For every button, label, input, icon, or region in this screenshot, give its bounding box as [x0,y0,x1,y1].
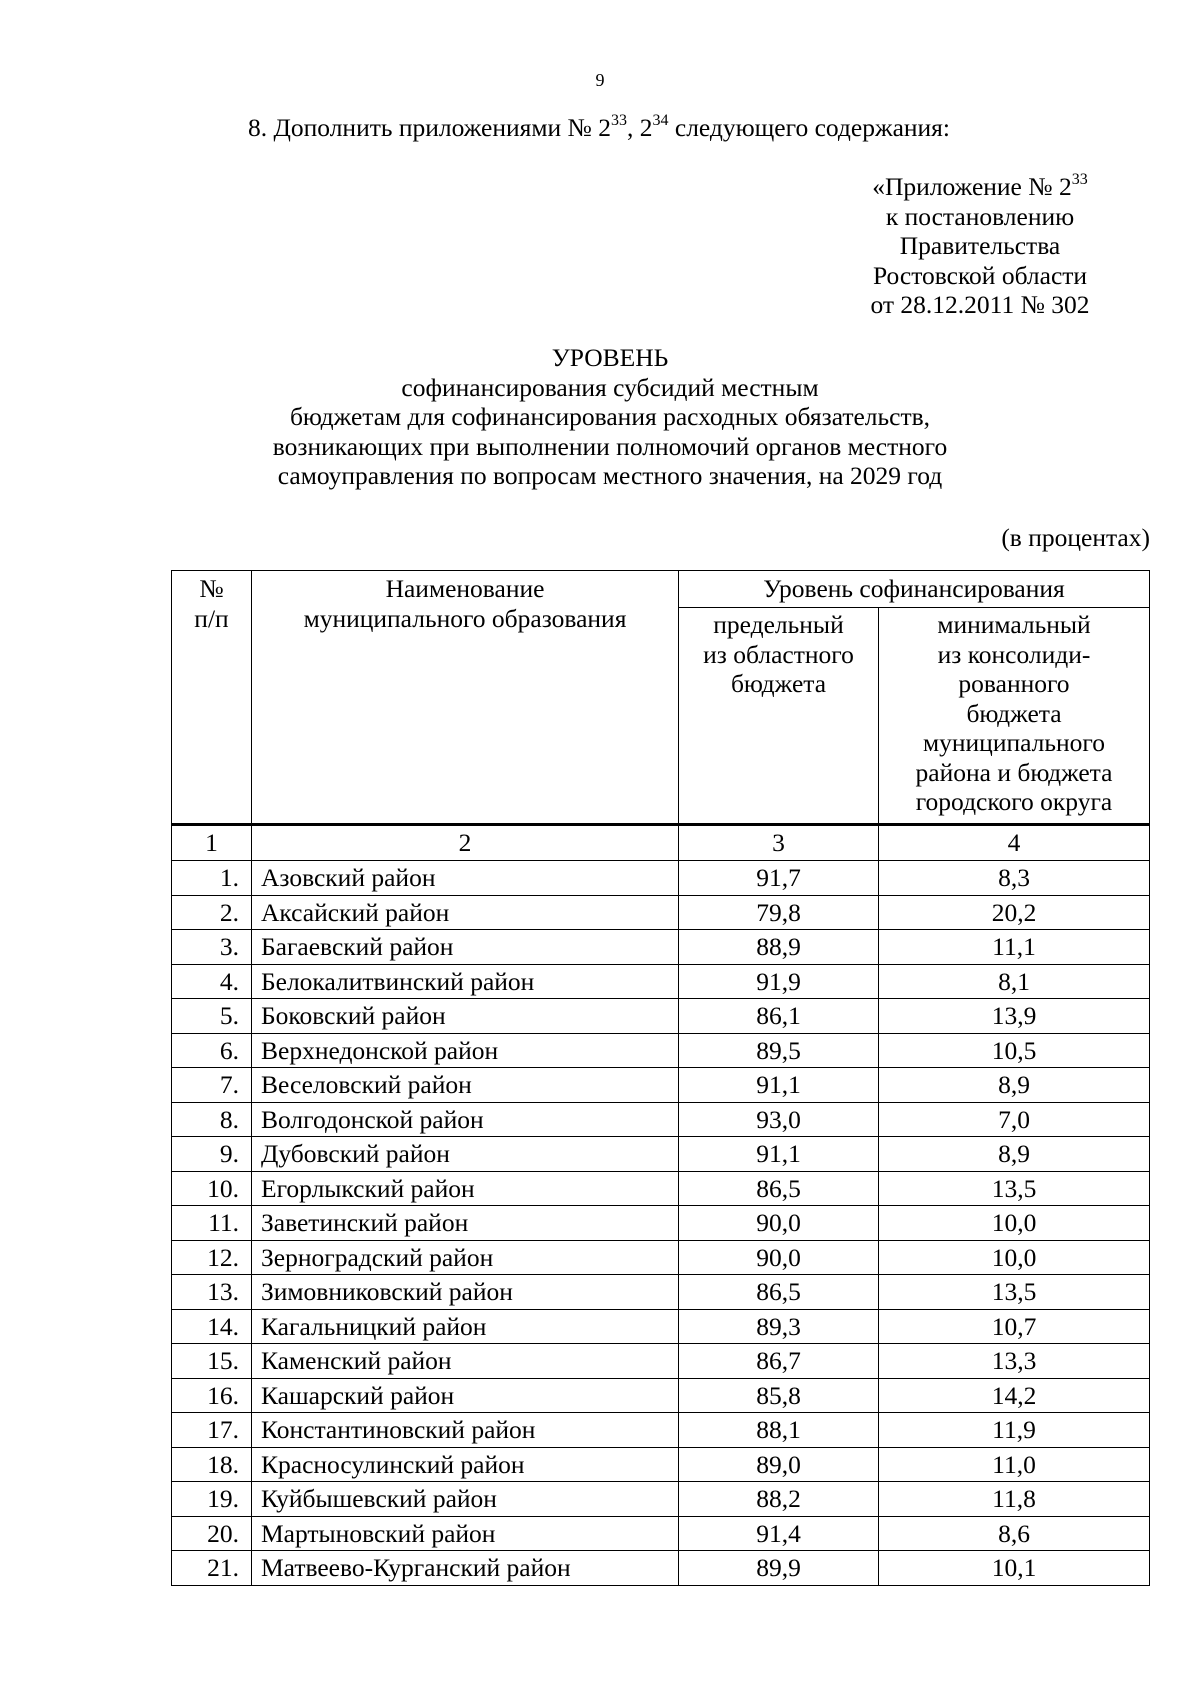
units-label: (в процентах) [1001,523,1150,552]
row-number: 14. [172,1309,252,1344]
header-min-line-7: городского округа [915,787,1113,816]
page-number: 9 [595,70,605,90]
header-max-line-1: предельный [713,610,844,639]
annex-line-4: Ростовской области [872,260,1088,290]
municipality-name: Волгодонской район [252,1102,679,1137]
table-row [172,1171,1150,1206]
annex-line-1 [850,172,1110,202]
min-consolidated-value: 11,0 [879,1447,1150,1482]
amendment-sup-1: 33 [611,111,627,129]
municipality-name: Дубовский район [252,1137,679,1172]
max-regional-value: 86,5 [679,1275,879,1310]
min-consolidated-value: 13,5 [879,1171,1150,1206]
header-cofinancing-level: Уровень софинансирования [679,571,1150,608]
row-number: 1. [172,861,252,896]
table-row [172,1068,1150,1103]
column-number: 4 [879,825,1150,861]
table-row [172,1378,1150,1413]
max-regional-value: 91,1 [679,1137,879,1172]
municipality-name: Матвеево-Курганский район [252,1551,679,1586]
min-consolidated-value: 11,9 [879,1413,1150,1448]
min-consolidated-value: 10,1 [879,1551,1150,1586]
row-number: 19. [172,1482,252,1517]
table-row [172,861,1150,896]
municipality-name: Багаевский район [252,930,679,965]
header-name-line-2: муниципального образования [303,603,627,633]
annex-line-2: к постановлению [885,201,1075,231]
municipality-name: Зимовниковский район [252,1275,679,1310]
annex-line-3: Правительства [899,231,1061,260]
header-min-line-3: рованного [958,669,1070,698]
table-row [172,1033,1150,1068]
max-regional-value: 91,4 [679,1516,879,1551]
header-max-line-2: из областного [703,639,854,669]
column-number: 1 [172,825,252,861]
table-row [172,895,1150,930]
min-consolidated-value: 8,9 [879,1068,1150,1103]
municipality-name: Аксайский район [252,895,679,930]
row-number: 15. [172,1344,252,1379]
row-number: 5. [172,999,252,1034]
annex-sup: 33 [1071,170,1088,188]
table-row [172,1137,1150,1172]
header-min-line-1: минимальный [937,610,1091,639]
row-number: 12. [172,1240,252,1275]
row-number: 3. [172,930,252,965]
max-regional-value: 89,0 [679,1447,879,1482]
municipality-name: Егорлыкский район [252,1171,679,1206]
min-consolidated-value: 10,5 [879,1033,1150,1068]
amendment-prefix: 8. Дополнить приложениями № 2 [248,113,611,142]
table-row [172,930,1150,965]
row-number: 8. [172,1102,252,1137]
max-regional-value: 88,1 [679,1413,879,1448]
table-row [172,1516,1150,1551]
municipality-name: Кагальницкий район [252,1309,679,1344]
header-name [252,571,679,825]
annex-title: «Приложение № 2 [872,172,1072,201]
header-max-regional [679,608,879,825]
document-title [220,343,1000,491]
municipality-name: Константиновский район [252,1413,679,1448]
row-number: 20. [172,1516,252,1551]
table-row [172,1447,1150,1482]
column-number: 3 [679,825,879,861]
min-consolidated-value: 13,9 [879,999,1150,1034]
municipality-name: Веселовский район [252,1068,679,1103]
row-number: 16. [172,1378,252,1413]
min-consolidated-value: 11,1 [879,930,1150,965]
table-row [172,1482,1150,1517]
min-consolidated-value: 10,0 [879,1206,1150,1241]
header-min-line-6: района и бюджета [915,757,1113,787]
table-header-row [172,571,1150,608]
title-line-3: возникающих при выполнении полномочий органов местного [272,431,948,461]
table-row [172,1275,1150,1310]
table-row [172,1344,1150,1379]
annex-line-5: от 28.12.2011 № 302 [870,290,1090,319]
municipality-name: Зерноградский район [252,1240,679,1275]
annex-header [850,172,1110,320]
row-number: 21. [172,1551,252,1586]
min-consolidated-value: 10,7 [879,1309,1150,1344]
municipality-name: Белокалитвинский район [252,964,679,999]
min-consolidated-value: 8,3 [879,861,1150,896]
column-number: 2 [252,825,679,861]
max-regional-value: 79,8 [679,895,879,930]
min-consolidated-value: 13,3 [879,1344,1150,1379]
table-row [172,1413,1150,1448]
table-row [172,964,1150,999]
header-number [172,571,252,825]
header-min-line-5: муниципального [923,728,1105,757]
municipality-name: Куйбышевский район [252,1482,679,1517]
header-number-line-2: п/п [194,603,229,633]
max-regional-value: 89,5 [679,1033,879,1068]
cofinancing-table [171,570,1150,1586]
header-number-line-1: № [199,574,224,603]
row-number: 6. [172,1033,252,1068]
max-regional-value: 91,1 [679,1068,879,1103]
header-max-line-3: бюджета [730,669,827,698]
max-regional-value: 91,9 [679,964,879,999]
amendment-sup-2: 34 [652,111,669,129]
max-regional-value: 88,2 [679,1482,879,1517]
amendment-middle: , 2 [627,113,653,142]
municipality-name: Азовский район [252,861,679,896]
min-consolidated-value: 13,5 [879,1275,1150,1310]
min-consolidated-value: 20,2 [879,895,1150,930]
max-regional-value: 88,9 [679,930,879,965]
max-regional-value: 89,9 [679,1551,879,1586]
max-regional-value: 90,0 [679,1240,879,1275]
max-regional-value: 89,3 [679,1309,879,1344]
table-row [172,1551,1150,1586]
municipality-name: Каменский район [252,1344,679,1379]
max-regional-value: 86,5 [679,1171,879,1206]
table-row [172,1309,1150,1344]
row-number: 7. [172,1068,252,1103]
max-regional-value: 86,1 [679,999,879,1034]
min-consolidated-value: 8,1 [879,964,1150,999]
max-regional-value: 93,0 [679,1102,879,1137]
max-regional-value: 90,0 [679,1206,879,1241]
table-row [172,1240,1150,1275]
municipality-name: Кашарский район [252,1378,679,1413]
title-line-1: софинансирования субсидий местным [401,372,819,402]
min-consolidated-value: 8,9 [879,1137,1150,1172]
title-line-4: самоуправления по вопросам местного значения, на 2029 год [277,461,943,490]
min-consolidated-value: 7,0 [879,1102,1150,1137]
title-heading: УРОВЕНЬ [551,343,669,372]
min-consolidated-value: 11,8 [879,1482,1150,1517]
column-number-row [172,825,1150,861]
municipality-name: Мартыновский район [252,1516,679,1551]
table-row [172,1102,1150,1137]
min-consolidated-value: 10,0 [879,1240,1150,1275]
row-number: 11. [172,1206,252,1241]
max-regional-value: 85,8 [679,1378,879,1413]
amendment-suffix: следующего содержания: [668,113,950,142]
row-number: 13. [172,1275,252,1310]
row-number: 2. [172,895,252,930]
max-regional-value: 91,7 [679,861,879,896]
min-consolidated-value: 14,2 [879,1378,1150,1413]
header-min-line-4: бюджета [966,698,1062,728]
amendment-text [248,113,950,143]
row-number: 4. [172,964,252,999]
row-number: 10. [172,1171,252,1206]
municipality-name: Боковский район [252,999,679,1034]
table-row [172,999,1150,1034]
municipality-name: Заветинский район [252,1206,679,1241]
max-regional-value: 86,7 [679,1344,879,1379]
title-line-2: бюджетам для софинансирования расходных обязательств, [289,402,931,431]
table-row [172,1206,1150,1241]
row-number: 9. [172,1137,252,1172]
min-consolidated-value: 8,6 [879,1516,1150,1551]
municipality-name: Красносулинский район [252,1447,679,1482]
header-min-line-2: из консолиди- [937,639,1091,669]
row-number: 18. [172,1447,252,1482]
row-number: 17. [172,1413,252,1448]
municipality-name: Верхнедонской район [252,1033,679,1068]
header-min-consolidated [879,608,1150,825]
header-name-line-1: Наименование [385,574,545,603]
